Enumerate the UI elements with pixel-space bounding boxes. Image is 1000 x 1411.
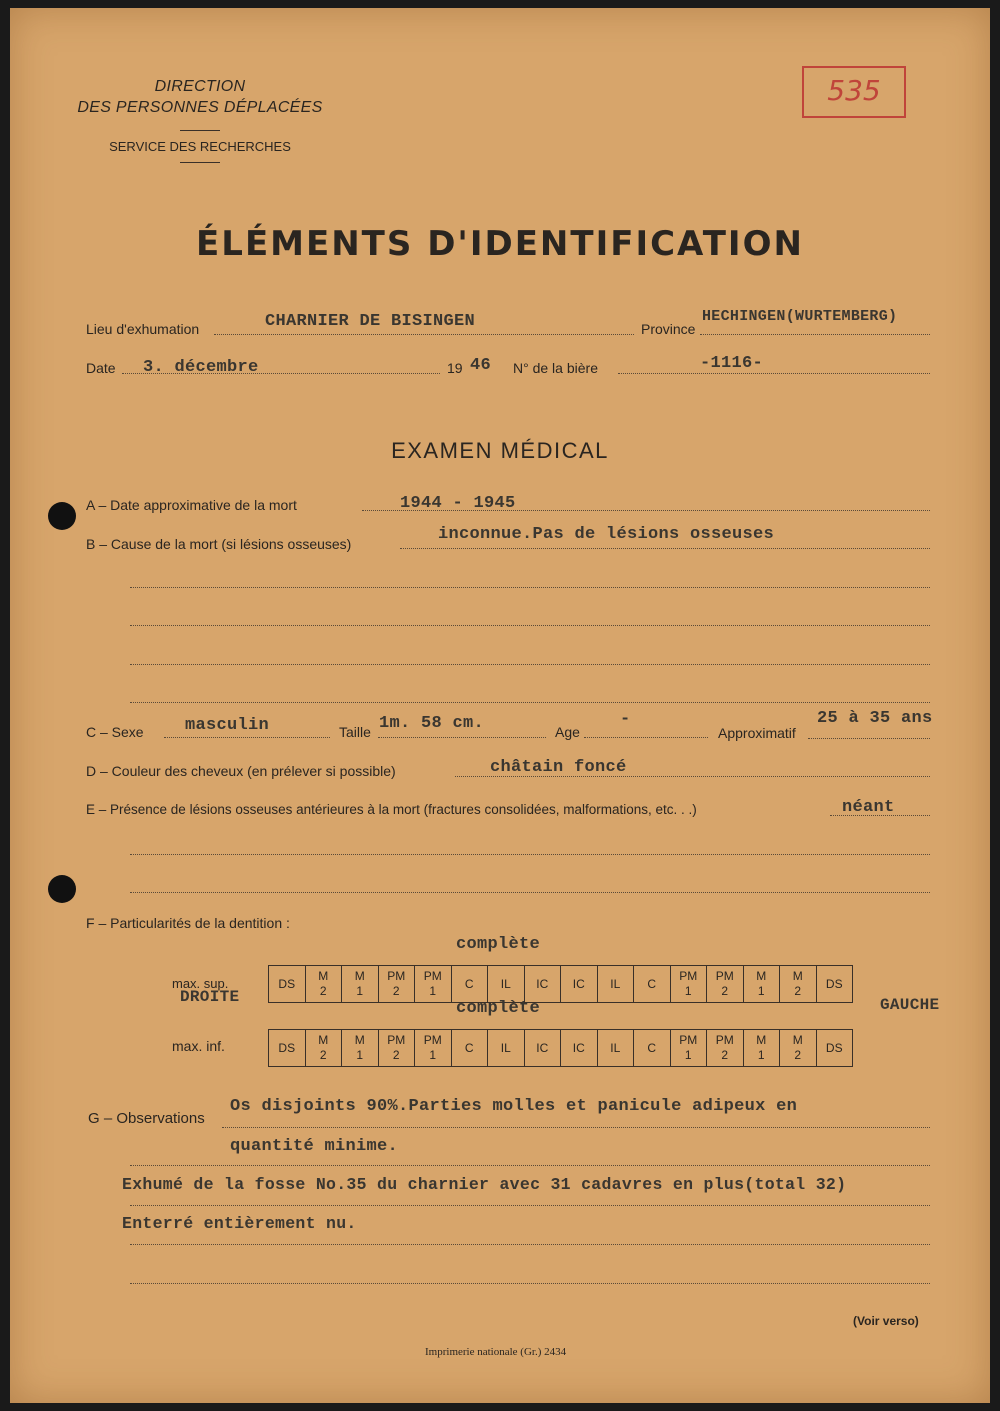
section-g-label: G – Observations [88,1110,205,1127]
observation-dots-4 [130,1244,930,1245]
approx-label: Approximatif [718,725,796,741]
tooth-cell [816,1030,853,1067]
tooth-cell [269,966,306,1003]
tooth-type: IL [610,1040,621,1055]
tooth-number: 2 [794,984,802,998]
tooth-cell [634,1030,671,1067]
observation-dots-3 [130,1205,930,1206]
tooth-number: 1 [757,984,765,998]
lower-note: complète [456,999,541,1018]
tooth-type: IL [500,1040,511,1055]
tooth-cell [451,1030,488,1067]
tooth-cell [524,1030,561,1067]
observation-line-4: Enterré entièrement nu. [122,1214,357,1233]
tooth-type: IC [572,976,585,991]
page-title: ÉLÉMENTS D'IDENTIFICATION [196,224,804,264]
tooth-type: PM [715,1033,734,1047]
tooth-type: IC [536,976,549,991]
tooth-type: M [318,1033,329,1047]
date-value: 3. décembre [143,358,259,377]
tooth-number: 2 [319,984,327,998]
year-value: 46 [470,356,492,375]
tooth-type: PM [387,1033,406,1047]
observation-line-3: Exhumé de la fosse No.35 du charnier avec 31 cadavres en plus(total 32) [122,1175,847,1194]
section-b-dots [400,548,930,549]
approx-dots [808,738,930,739]
tooth-type: C [647,1040,657,1055]
province-dots [700,334,930,335]
lieu-value: CHARNIER DE BISINGEN [265,312,476,331]
punch-hole-top [48,502,76,530]
tooth-cell [378,1030,415,1067]
upper-note: complète [456,935,541,954]
droite-label: DROITE [180,988,240,1006]
tooth-type: PM [679,1033,698,1047]
tooth-number: 2 [392,984,400,998]
tooth-cell [305,966,342,1003]
tooth-number: 1 [757,1048,765,1062]
biere-label: N° de la bière [513,360,598,376]
age-dots [584,737,708,738]
tooth-number: 2 [721,1048,729,1062]
tooth-cell [488,1030,525,1067]
tooth-cell [269,1030,306,1067]
header-rule-2 [180,162,220,163]
section-a-value: 1944 - 1945 [400,494,516,513]
tooth-number: 1 [356,1048,364,1062]
tooth-type: M [354,1033,365,1047]
section-e-line-2 [130,854,930,855]
sexe-value: masculin [185,716,270,735]
tooth-cell [670,966,707,1003]
punch-hole-bottom [48,875,76,903]
tooth-cell [597,966,634,1003]
taille-label: Taille [339,724,371,740]
tooth-cell [707,1030,744,1067]
province-label: Province [641,321,696,337]
tooth-number: 1 [356,984,364,998]
tooth-type: M [792,1033,803,1047]
exam-title: EXAMEN MÉDICAL [391,438,609,463]
tooth-type: DS [825,976,843,991]
tooth-type: IL [610,976,621,991]
tooth-cell [451,966,488,1003]
voir-verso: (Voir verso) [853,1314,919,1328]
tooth-type: PM [387,969,406,983]
observation-line-2: quantité minime. [230,1137,399,1156]
section-a-label: A – Date approximative de la mort [86,497,297,513]
tooth-cell [597,1030,634,1067]
teeth-upper-chart [268,965,853,1003]
lieu-label: Lieu d'exhumation [86,321,200,337]
section-e-line-3 [130,892,930,893]
tooth-cell [305,1030,342,1067]
tooth-cell [816,966,853,1003]
section-e-label: E – Présence de lésions osseuses antérieures à la mort (fractures consolidées, malformations, etc. . .) [86,802,697,817]
tooth-type: DS [278,1040,296,1055]
age-value: - [620,710,631,729]
taille-dots [378,737,546,738]
section-b-value: inconnue.Pas de lésions osseuses [438,525,775,544]
header-personnes: DES PERSONNES DÉPLACÉES [77,99,323,116]
teeth-lower-chart [268,1029,853,1067]
tooth-number: 2 [392,1048,400,1062]
tooth-cell [342,1030,379,1067]
section-d-label: D – Couleur des cheveux (en prélever si possible) [86,763,396,779]
tooth-cell [415,966,452,1003]
observation-dots-1 [222,1127,930,1128]
tooth-type: IC [536,1040,549,1055]
tooth-cell [415,1030,452,1067]
stamp-number: 535 [802,66,906,118]
tooth-cell [524,966,561,1003]
tooth-type: M [756,1033,767,1047]
tooth-cell [488,966,525,1003]
province-value: HECHINGEN(WURTEMBERG) [702,308,898,325]
header-service: SERVICE DES RECHERCHES [109,139,291,154]
section-b-line-2 [130,587,930,588]
tooth-type: C [464,1040,474,1055]
tooth-number: 1 [684,984,692,998]
section-b-label: B – Cause de la mort (si lésions osseuses) [86,536,352,552]
tooth-type: M [756,969,767,983]
teeth-row [269,966,853,1003]
section-b-line-3 [130,625,930,626]
tooth-type: PM [679,969,698,983]
age-label: Age [555,724,580,740]
max-inf-label: max. inf. [172,1038,225,1054]
tooth-cell [780,1030,817,1067]
tooth-type: PM [715,969,734,983]
tooth-cell [743,966,780,1003]
tooth-number: 1 [429,1048,437,1062]
imprimerie-footer: Imprimerie nationale (Gr.) 2434 [425,1346,567,1358]
observation-line-1: Os disjoints 90%.Parties molles et panicule adipeux en [230,1097,798,1116]
tooth-type: PM [423,1033,442,1047]
sexe-dots [164,737,330,738]
tooth-type: IL [500,976,511,991]
header-rule [180,130,220,131]
header-direction: DIRECTION [154,78,246,95]
teeth-row [269,1030,853,1067]
section-d-value: châtain foncé [490,758,627,777]
section-f-label: F – Particularités de la dentition : [86,915,290,931]
year-prefix: 19 [447,360,463,376]
section-c-label: C – Sexe [86,724,144,740]
tooth-cell [342,966,379,1003]
gauche-label: GAUCHE [880,996,940,1014]
tooth-type: DS [278,976,296,991]
approx-value: 25 à 35 ans [817,709,933,728]
tooth-number: 1 [429,984,437,998]
tooth-number: 2 [794,1048,802,1062]
tooth-type: M [792,969,803,983]
tooth-cell [634,966,671,1003]
section-b-line-5 [130,702,930,703]
tooth-cell [561,966,598,1003]
observation-dots-5 [130,1283,930,1284]
tooth-cell [561,1030,598,1067]
observation-dots-2 [130,1165,930,1166]
lieu-dots [214,334,634,335]
tooth-number: 1 [684,1048,692,1062]
tooth-type: C [647,976,657,991]
tooth-type: M [318,969,329,983]
tooth-cell [670,1030,707,1067]
max-sup-label: max. sup. [172,976,229,991]
tooth-number: 2 [319,1048,327,1062]
date-label: Date [86,360,116,376]
tooth-number: 2 [721,984,729,998]
tooth-type: PM [423,969,442,983]
biere-value: -1116- [700,354,764,373]
tooth-cell [743,1030,780,1067]
biere-dots [618,373,930,374]
tooth-cell [780,966,817,1003]
tooth-cell [707,966,744,1003]
tooth-type: C [464,976,474,991]
tooth-type: M [354,969,365,983]
section-e-value: néant [842,798,895,817]
section-b-line-4 [130,664,930,665]
tooth-type: DS [825,1040,843,1055]
tooth-type: IC [572,1040,585,1055]
taille-value: 1m. 58 cm. [379,714,485,733]
tooth-cell [378,966,415,1003]
